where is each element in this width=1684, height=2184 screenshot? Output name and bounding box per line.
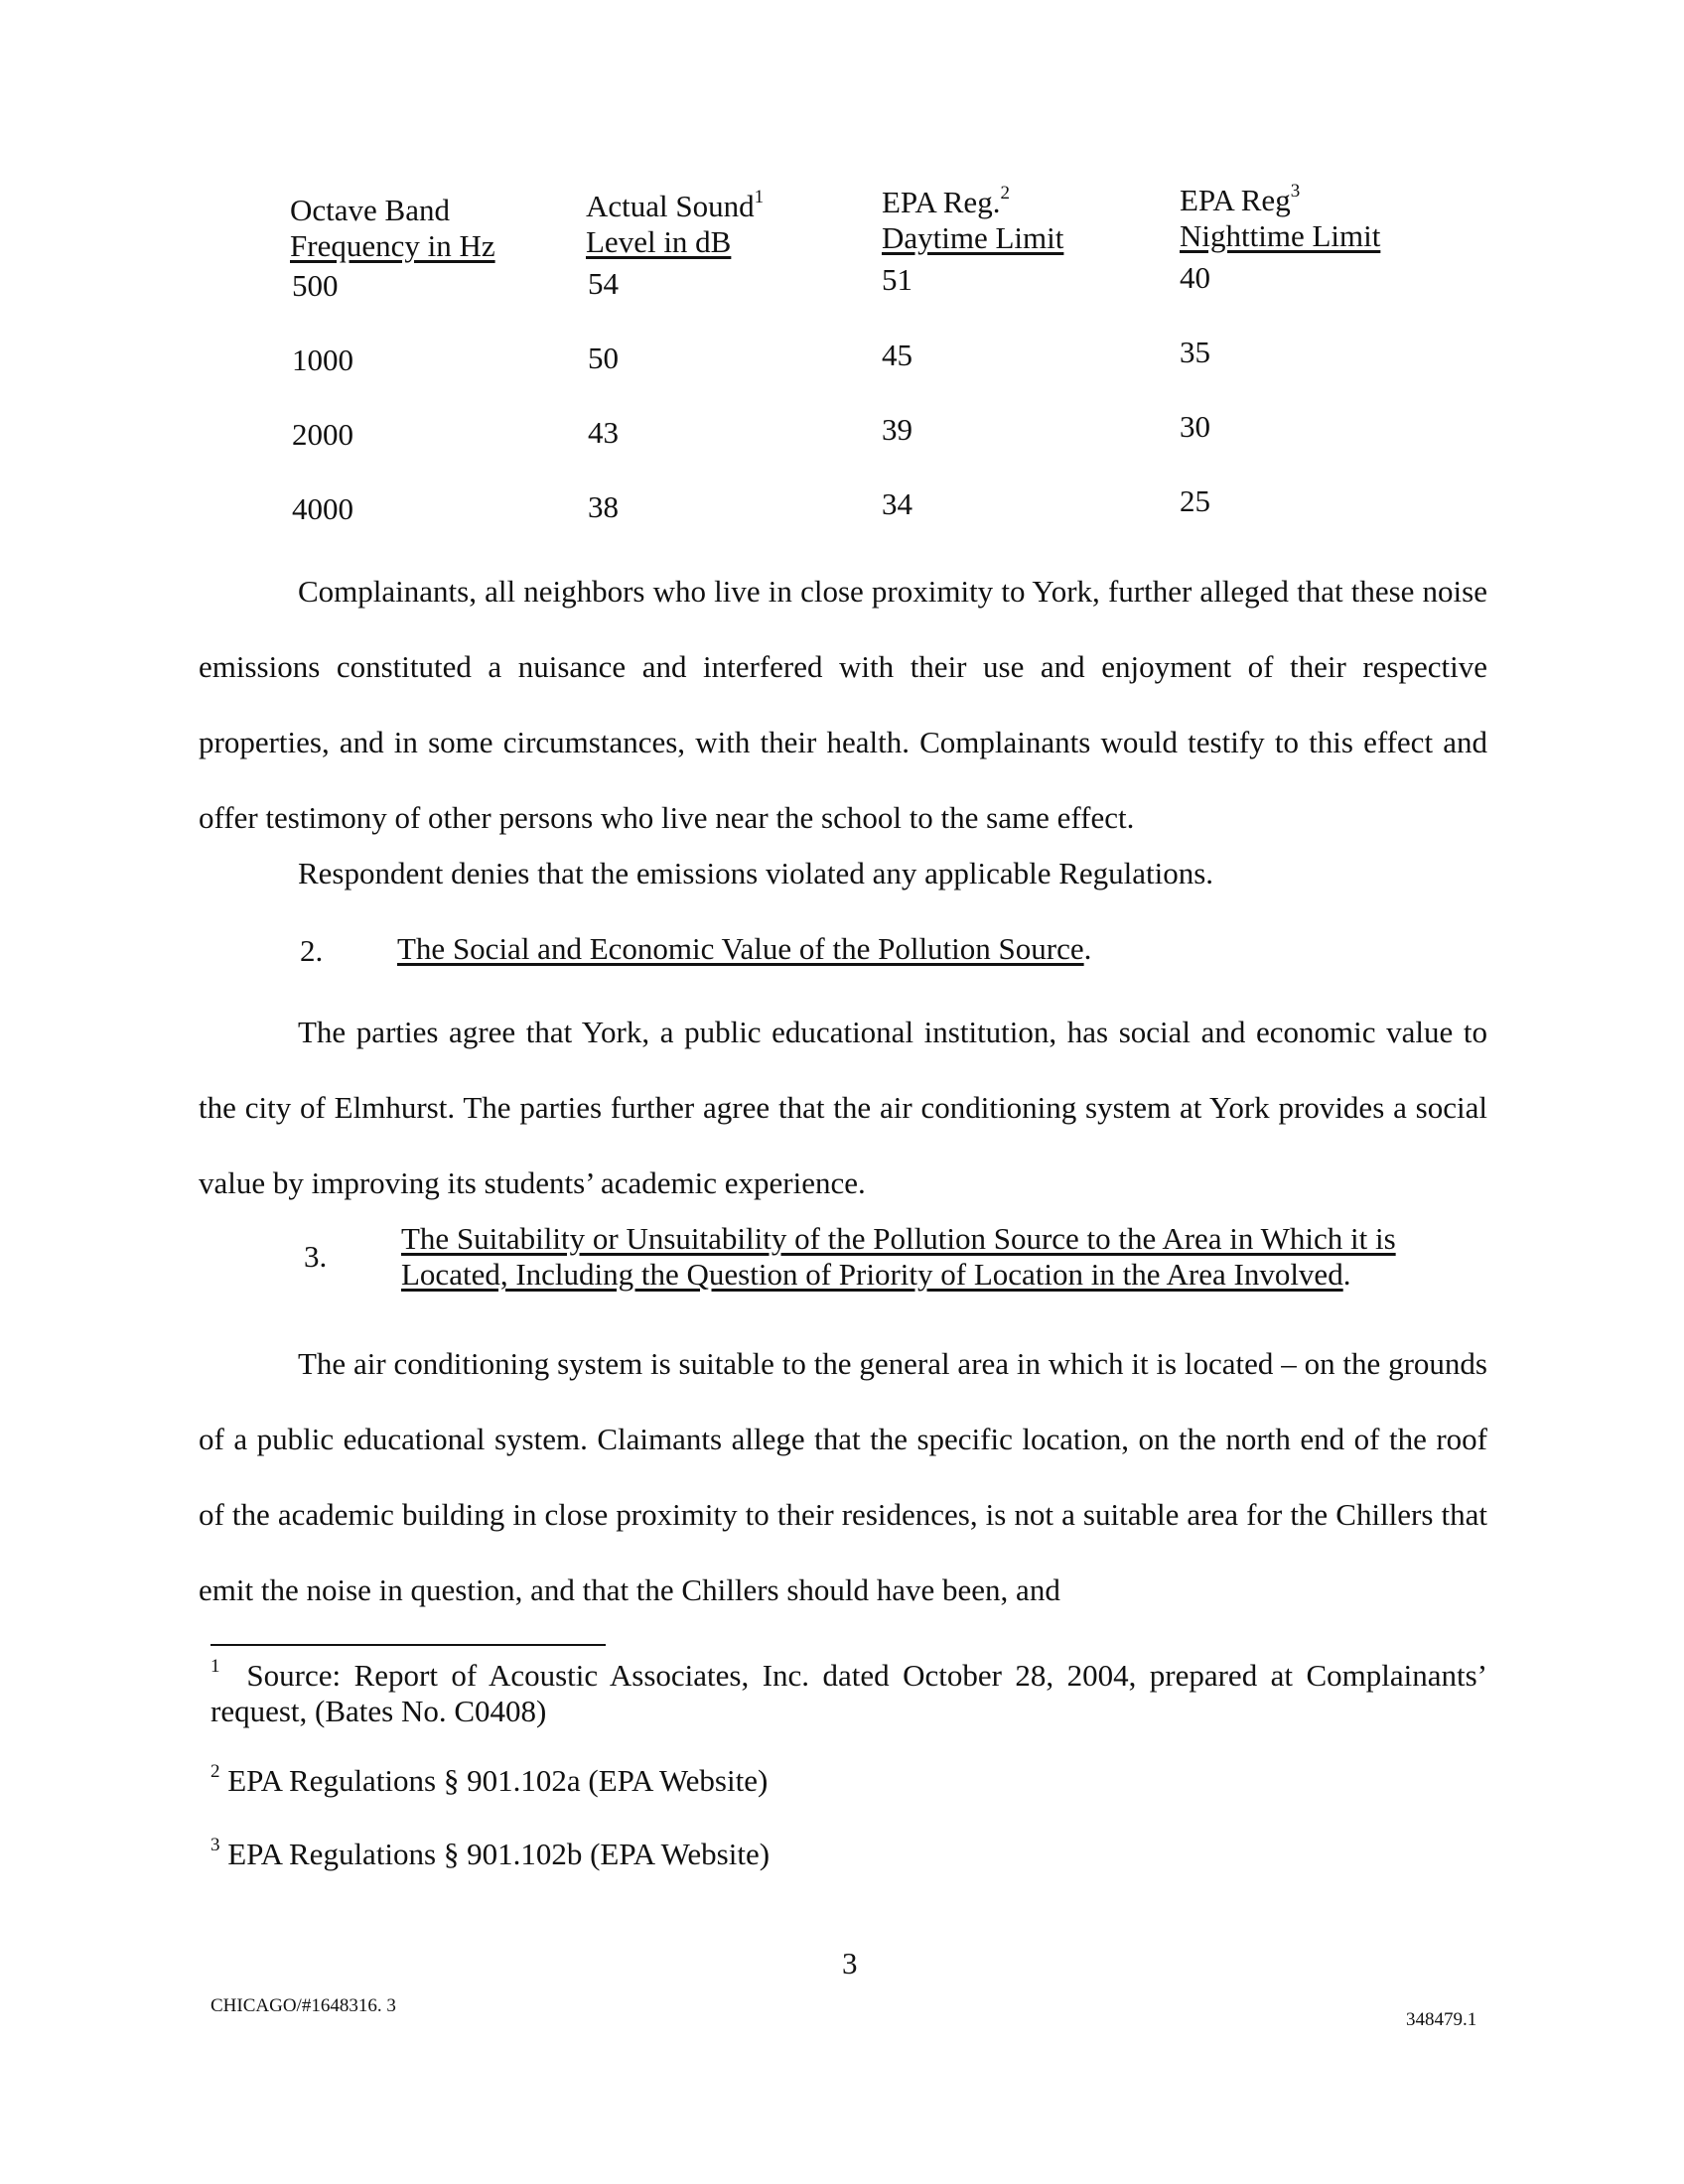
table-cell: 2000 xyxy=(292,417,353,452)
section-heading-2: The Social and Economic Value of the Pollution Source. xyxy=(397,931,1092,966)
footnote-2: $^2$ EPA Regulations § 901.102a (EPA Website) xyxy=(210,1761,769,1798)
footnote-1: $^1$ Source: Report of Acoustic Associates, Inc. dated October 28, 2004, prepared at Complainants’ request, (Bates No. C0408) xyxy=(210,1656,1488,1728)
table-cell: 45 xyxy=(882,338,912,372)
table-header-nighttime-limit: EPA Reg$^3$ Nighttime Limit xyxy=(1180,181,1381,253)
page-number: 3 xyxy=(842,1946,858,1980)
document-id-right: 348479.1 xyxy=(1406,2009,1477,2030)
table-cell: 500 xyxy=(292,268,339,303)
table-cell: 34 xyxy=(882,486,912,521)
table-cell: 30 xyxy=(1180,409,1210,444)
footnote-3: $^3$ EPA Regulations § 901.102b (EPA Website) xyxy=(210,1835,771,1871)
document-id-left: CHICAGO/#1648316. 3 xyxy=(210,1995,396,2016)
section-heading-2-number: 2. xyxy=(300,933,324,968)
footnote-divider xyxy=(210,1644,606,1646)
table-cell: 51 xyxy=(882,262,912,297)
paragraph-respondent: Respondent denies that the emissions violated any applicable Regulations. xyxy=(298,856,1214,890)
table-header-daytime-limit: EPA Reg.$^2$ Daytime Limit xyxy=(882,183,1064,255)
table-cell: 25 xyxy=(1180,483,1210,518)
table-cell: 4000 xyxy=(292,491,353,526)
table-header-actual-sound: Actual Sound$^1$ Level in dB xyxy=(586,187,765,259)
table-cell: 43 xyxy=(588,415,619,450)
paragraph-suitability: The air conditioning system is suitable to the general area in which it is located – on the grounds of a public educational system. Claimants allege that the specific location, on the north end of the roof of the academic building in close proximity to their residences, is not a suitable area for the Chillers that emit the noise in question, and that the Chillers should have been, and xyxy=(199,1346,1487,1607)
paragraph-social-value: The parties agree that York, a public educational institution, has social and economic value to the city of Elmhurst. The parties further agree that the air conditioning system at York provides a social value by improving its students’ academic experience. xyxy=(199,1015,1487,1200)
paragraph-complainants: Complainants, all neighbors who live in close proximity to York, further alleged that these noise emissions constituted a nuisance and interfered with their use and enjoyment of their respective properties, and in some circumstances, with their health. Complainants would testify to this effect and offer testimony of other persons who live near the school to the same effect. xyxy=(199,574,1487,835)
table-cell: 40 xyxy=(1180,260,1210,295)
table-cell: 1000 xyxy=(292,342,353,377)
section-heading-3: The Suitability or Unsuitability of the Pollution Source to the Area in Which it is Located, Including the Question of Priority of Location in the Area Involved. xyxy=(401,1221,1396,1292)
table-cell: 35 xyxy=(1180,335,1210,369)
table-cell: 38 xyxy=(588,489,619,524)
section-heading-3-number: 3. xyxy=(304,1239,328,1274)
table-cell: 39 xyxy=(882,412,912,447)
table-cell: 50 xyxy=(588,341,619,375)
table-header-frequency: Octave Band Frequency in Hz xyxy=(290,193,495,263)
table-cell: 54 xyxy=(588,266,619,301)
